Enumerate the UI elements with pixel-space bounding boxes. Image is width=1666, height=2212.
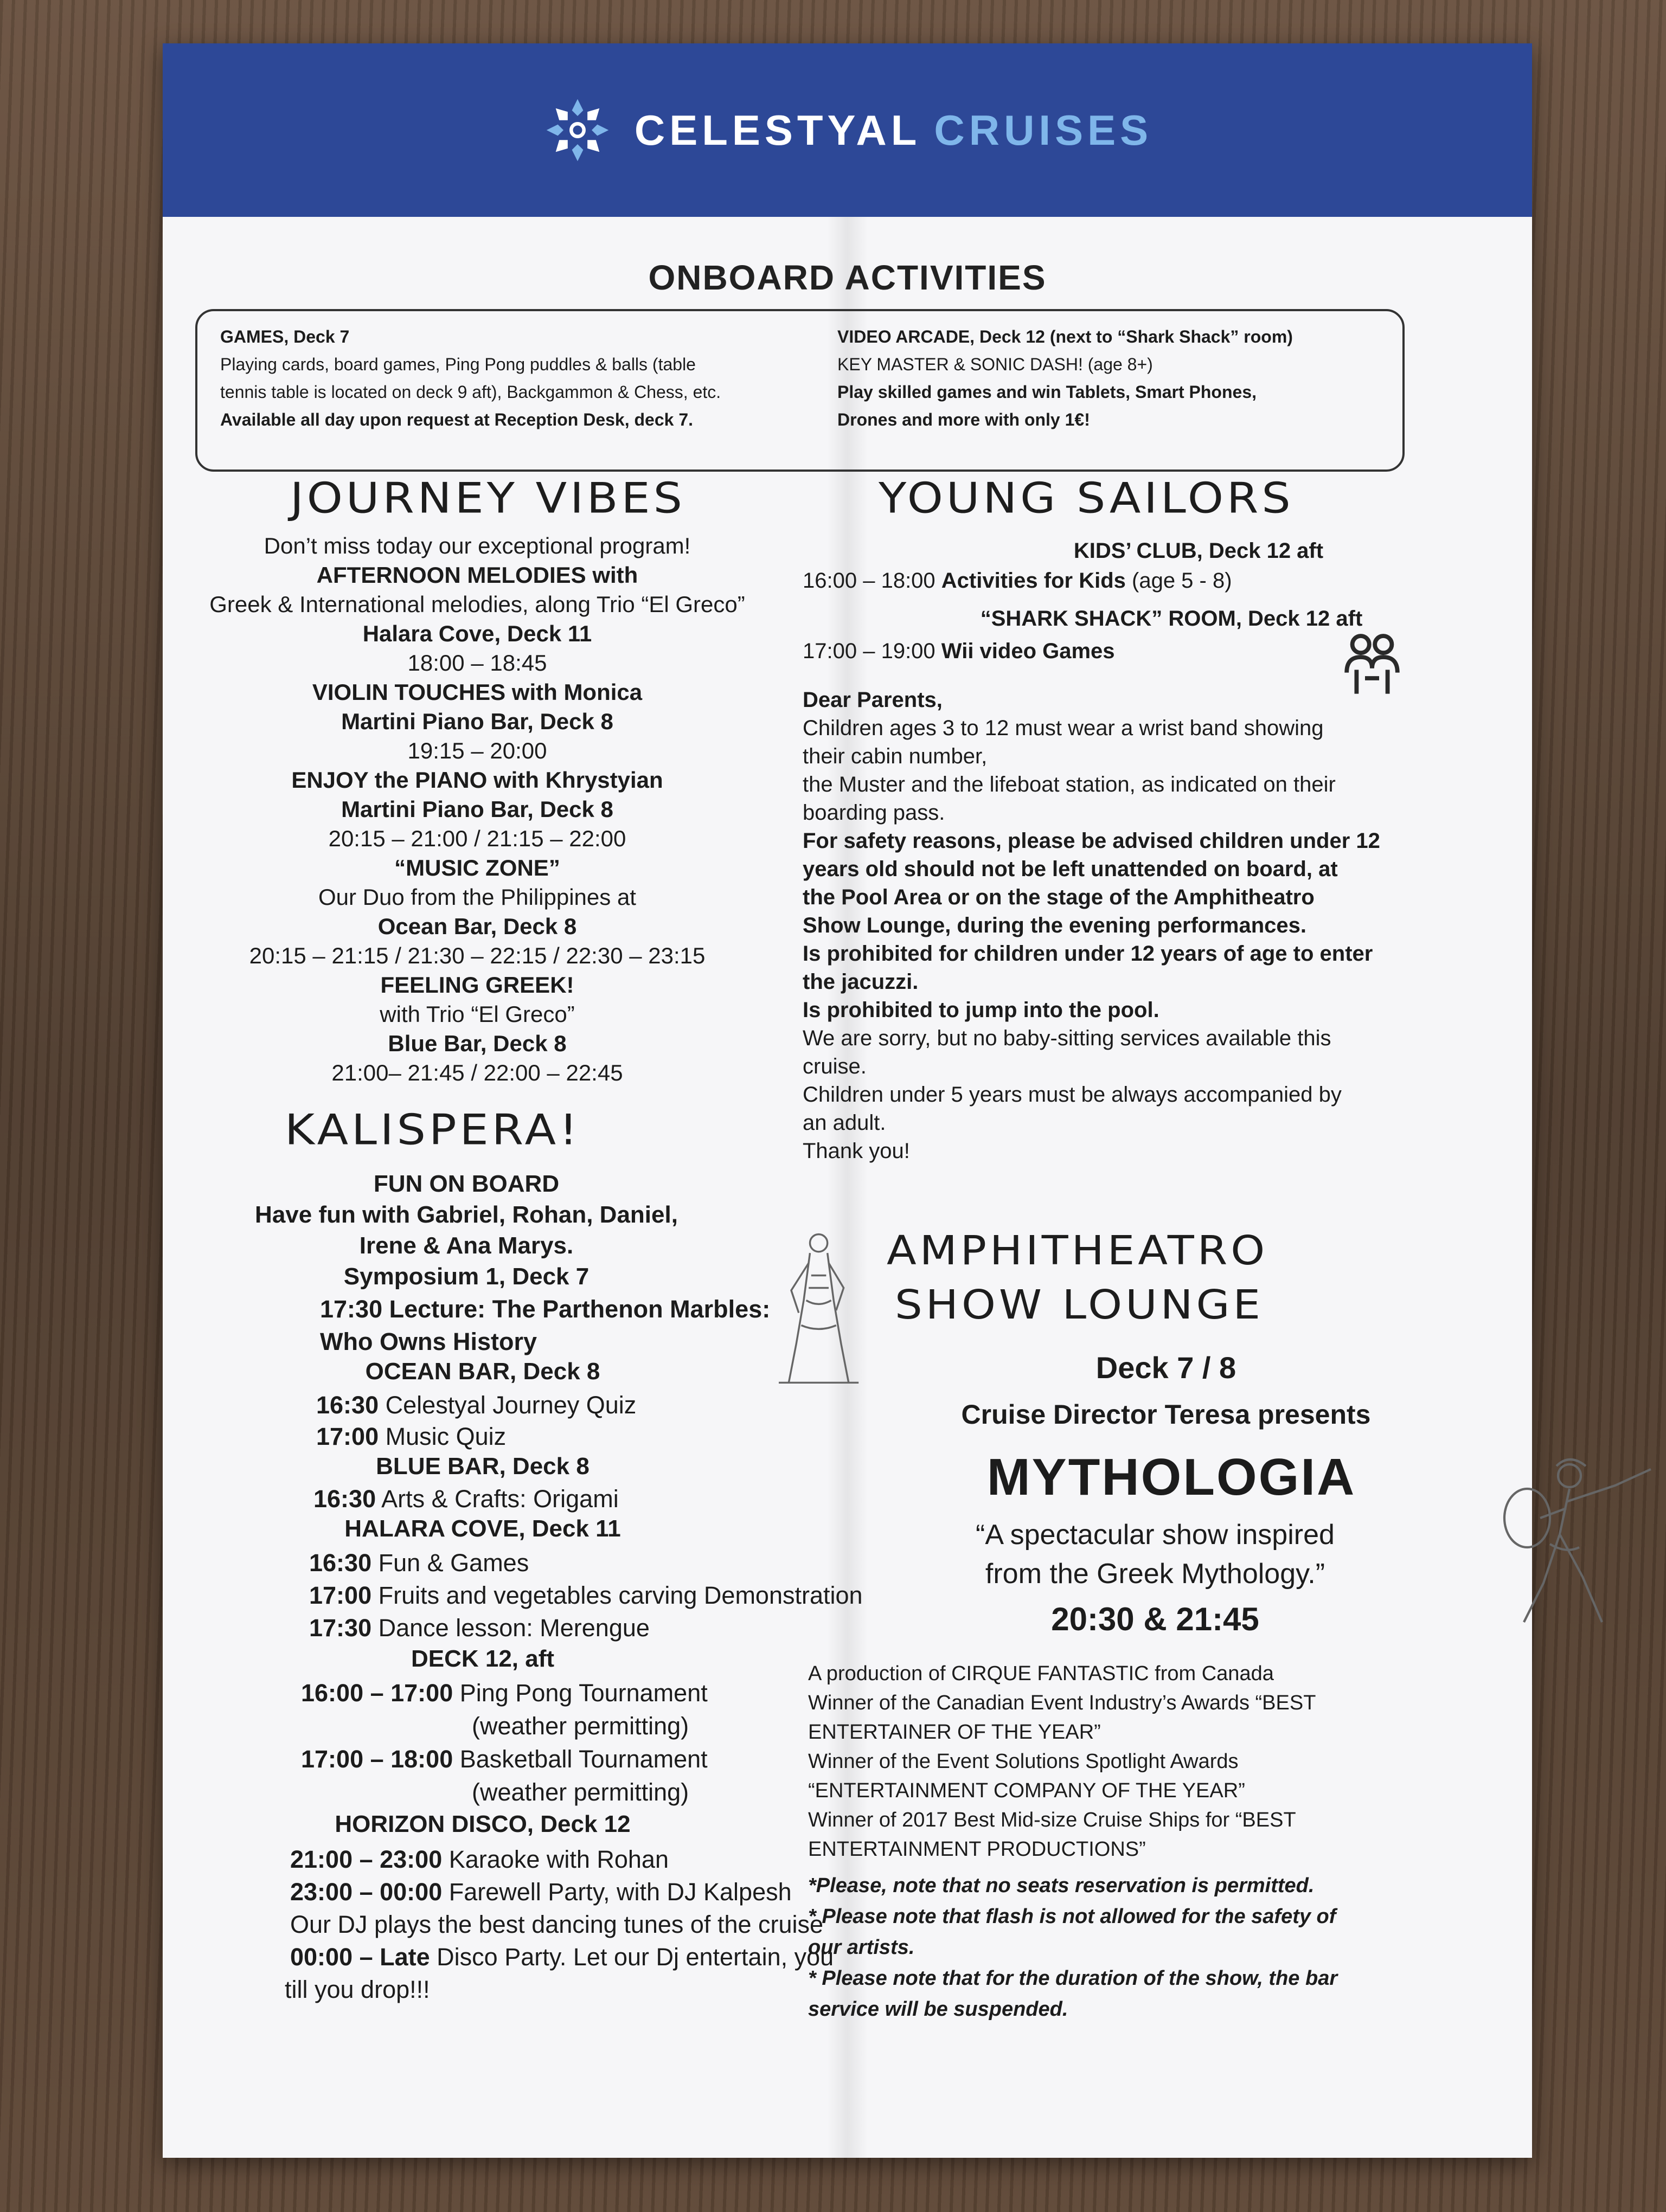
text-line: Is prohibited to jump into the pool. bbox=[803, 998, 1159, 1022]
lecture-line-1: 17:30 Lecture: The Parthenon Marbles: bbox=[320, 1295, 771, 1323]
text-line: “MUSIC ZONE” bbox=[394, 855, 560, 880]
schedule-text: Dance lesson: Merengue bbox=[378, 1614, 650, 1642]
text-line: FEELING GREEK! bbox=[380, 972, 574, 998]
schedule-text: Music Quiz bbox=[385, 1423, 507, 1450]
journey-vibes-heading: JOURNEY VIBES bbox=[290, 473, 685, 523]
schedule-item bbox=[309, 1579, 863, 1612]
statue-illustration bbox=[754, 1225, 879, 1388]
shark-time: 17:00 – 19:00 bbox=[803, 639, 935, 663]
shark-activity: Wii video Games bbox=[941, 639, 1115, 663]
parents-heading: Dear Parents, bbox=[803, 688, 943, 712]
kids-club-heading: KIDS’ CLUB, Deck 12 aft bbox=[1073, 539, 1324, 563]
journey-vibes-program bbox=[163, 531, 792, 1088]
schedule-text: Fruits and vegetables carving Demonstration bbox=[378, 1581, 863, 1609]
text-line: AFTERNOON MELODIES with bbox=[316, 562, 638, 588]
text-line: years old should not be left unattended on board, at bbox=[803, 857, 1338, 881]
tagline-line: “A spectacular show inspired bbox=[976, 1519, 1335, 1551]
schedule-text: Arts & Crafts: Origami bbox=[381, 1485, 619, 1513]
horizon-item bbox=[290, 1941, 834, 1973]
header-banner bbox=[163, 43, 1532, 217]
text-line: the Pool Area or on the stage of the Amphitheatro bbox=[803, 885, 1315, 909]
schedule-item bbox=[316, 1420, 506, 1453]
games-box bbox=[195, 309, 1405, 472]
horizon-disco-heading: HORIZON DISCO, Deck 12 bbox=[335, 1811, 631, 1837]
text-line: Martini Piano Bar, Deck 8 bbox=[341, 709, 613, 734]
horizon-note: Our DJ plays the best dancing tunes of the cruise bbox=[290, 1911, 824, 1938]
schedule-item bbox=[301, 1677, 708, 1709]
text-line: VIOLIN TOUCHES with Monica bbox=[312, 679, 643, 705]
text-line: tennis table is located on deck 9 aft), Backgammon & Chess, etc. bbox=[220, 382, 721, 402]
text-line: Don’t miss today our exceptional program! bbox=[264, 533, 691, 558]
text-line: Winner of the Event Solutions Spotlight Awards bbox=[808, 1750, 1239, 1773]
kids-icon bbox=[1337, 629, 1407, 699]
text-line: boarding pass. bbox=[803, 801, 945, 825]
text-line: Drones and more with only 1€! bbox=[837, 410, 1090, 429]
text-line: the jacuzzi. bbox=[803, 970, 919, 994]
text-line: * Please note that for the duration of the show, the bar bbox=[808, 1967, 1338, 1990]
brand-word-2: CRUISES bbox=[934, 106, 1153, 154]
show-deck: Deck 7 / 8 bbox=[1095, 1351, 1236, 1385]
text-line: Children under 5 years must be always accompanied by bbox=[803, 1083, 1342, 1107]
brand-name bbox=[635, 106, 1152, 155]
schedule-time: 17:00 bbox=[309, 1581, 372, 1609]
text-line: Winner of 2017 Best Mid-size Cruise Ships for “BEST bbox=[808, 1809, 1296, 1831]
ocean-bar-heading: OCEAN BAR, Deck 8 bbox=[365, 1358, 600, 1385]
text-line: * Please note that flash is not allowed for the safety of bbox=[808, 1905, 1336, 1928]
text-line: cruise. bbox=[803, 1054, 867, 1078]
text-line: Symposium 1, Deck 7 bbox=[343, 1263, 589, 1290]
text-line: KEY MASTER & SONIC DASH! (age 8+) bbox=[837, 355, 1153, 374]
text-line: their cabin number, bbox=[803, 744, 988, 768]
schedule-time: 16:30 bbox=[316, 1391, 379, 1419]
show-lounge-heading: SHOW LOUNGE bbox=[895, 1281, 1264, 1328]
horizon-item bbox=[290, 1843, 669, 1876]
schedule-item bbox=[316, 1389, 636, 1422]
schedule-note: (weather permitting) bbox=[472, 1712, 689, 1740]
horizon-time: 00:00 – Late bbox=[290, 1943, 430, 1971]
horizon-time: 21:00 – 23:00 bbox=[290, 1846, 443, 1873]
schedule-time: 16:30 bbox=[313, 1485, 376, 1513]
kids-age: (age 5 - 8) bbox=[1132, 569, 1232, 593]
schedule-time: 16:30 bbox=[309, 1549, 372, 1577]
text-line: an adult. bbox=[803, 1111, 886, 1135]
text-line: the Muster and the lifeboat station, as indicated on their bbox=[803, 773, 1336, 796]
text-line: service will be suspended. bbox=[808, 1998, 1068, 2021]
shark-shack-heading: “SHARK SHACK” ROOM, Deck 12 aft bbox=[980, 607, 1363, 631]
schedule-time: 17:30 bbox=[309, 1614, 372, 1642]
activities-flyer bbox=[163, 43, 1532, 2158]
text-line: A production of CIRQUE FANTASTIC from Canada bbox=[808, 1662, 1274, 1685]
shark-shack-item bbox=[803, 637, 1115, 665]
show-presenter: Cruise Director Teresa presents bbox=[961, 1399, 1371, 1430]
parents-notice bbox=[803, 714, 1600, 1165]
deck12-heading: DECK 12, aft bbox=[411, 1645, 555, 1672]
text-line: Our Duo from the Philippines at bbox=[318, 884, 636, 910]
show-credits bbox=[808, 1659, 1316, 1864]
horizon-text: Disco Party. Let our Dj entertain, you bbox=[437, 1943, 834, 1971]
text-line: *Please, note that no seats reservation is permitted. bbox=[808, 1874, 1315, 1897]
schedule-time: 17:00 bbox=[316, 1423, 379, 1450]
text-line: VIDEO ARCADE, Deck 12 (next to “Shark Shack” room) bbox=[837, 327, 1293, 346]
text-line: our artists. bbox=[808, 1936, 915, 1959]
text-line: ENTERTAINER OF THE YEAR” bbox=[808, 1721, 1101, 1744]
schedule-text: Celestyal Journey Quiz bbox=[385, 1391, 637, 1419]
kids-club-item bbox=[803, 567, 1232, 595]
brand-word-1: CELESTYAL bbox=[634, 106, 921, 154]
text-line: 20:15 – 21:00 / 21:15 – 22:00 bbox=[328, 826, 626, 851]
kids-activity: Activities for Kids bbox=[941, 569, 1126, 593]
tagline-line: from the Greek Mythology.” bbox=[985, 1558, 1325, 1590]
horizon-note: till you drop!!! bbox=[285, 1976, 430, 2003]
text-line: Play skilled games and win Tablets, Smart Phones, bbox=[837, 382, 1257, 402]
show-notes bbox=[808, 1870, 1337, 2025]
schedule-item bbox=[309, 1612, 650, 1644]
schedule-text: Ping Pong Tournament bbox=[459, 1679, 708, 1707]
text-line: Martini Piano Bar, Deck 8 bbox=[341, 796, 613, 822]
fun-on-board-intro bbox=[163, 1168, 770, 1292]
text-line: Halara Cove, Deck 11 bbox=[362, 621, 592, 646]
text-line: For safety reasons, please be advised children under 12 bbox=[803, 829, 1380, 853]
text-line: GAMES, Deck 7 bbox=[220, 327, 350, 346]
kalispera-heading: KALISPERA! bbox=[285, 1105, 581, 1155]
horizon-item bbox=[290, 1876, 792, 1908]
halara-cove-heading: HALARA COVE, Deck 11 bbox=[344, 1515, 621, 1542]
schedule-item bbox=[301, 1743, 708, 1776]
text-line: with Trio “El Greco” bbox=[380, 1001, 575, 1027]
horizon-time: 23:00 – 00:00 bbox=[290, 1878, 443, 1906]
show-times: 20:30 & 21:45 bbox=[1051, 1601, 1259, 1637]
blue-bar-heading: BLUE BAR, Deck 8 bbox=[376, 1453, 589, 1480]
text-line: FUN ON BOARD bbox=[373, 1171, 560, 1197]
schedule-text: Basketball Tournament bbox=[459, 1745, 708, 1773]
text-line: Irene & Ana Marys. bbox=[359, 1232, 574, 1259]
show-tagline bbox=[884, 1515, 1426, 1593]
text-line: 18:00 – 18:45 bbox=[407, 650, 547, 676]
text-line: ENTERTAINMENT PRODUCTIONS” bbox=[808, 1838, 1146, 1861]
text-line: Blue Bar, Deck 8 bbox=[388, 1031, 567, 1056]
text-line: Winner of the Canadian Event Industry’s Awards “BEST bbox=[808, 1692, 1316, 1714]
text-line: “ENTERTAINMENT COMPANY OF THE YEAR” bbox=[808, 1779, 1245, 1802]
horizon-text: Farewell Party, with DJ Kalpesh bbox=[448, 1878, 792, 1906]
video-arcade-info bbox=[837, 323, 1391, 434]
text-line: Have fun with Gabriel, Rohan, Daniel, bbox=[255, 1201, 678, 1228]
schedule-time: 16:00 – 17:00 bbox=[301, 1679, 453, 1707]
schedule-time: 17:00 – 18:00 bbox=[301, 1745, 453, 1773]
show-title: MYTHOLOGIA bbox=[986, 1448, 1356, 1506]
text-line: We are sorry, but no baby-sitting services available this bbox=[803, 1026, 1331, 1050]
horizon-text: Karaoke with Rohan bbox=[448, 1846, 669, 1873]
lecture-line-2: Who Owns History bbox=[320, 1328, 537, 1355]
text-line: 21:00– 21:45 / 22:00 – 22:45 bbox=[331, 1060, 623, 1085]
text-line: Playing cards, board games, Ping Pong puddles & balls (table bbox=[220, 355, 696, 374]
amphitheatro-heading: AMPHITHEATRO bbox=[887, 1227, 1268, 1274]
schedule-note: (weather permitting) bbox=[472, 1778, 689, 1806]
kids-time: 16:00 – 18:00 bbox=[803, 569, 935, 593]
page-title: ONBOARD ACTIVITIES bbox=[648, 258, 1047, 297]
spiral-logo-icon bbox=[542, 95, 613, 165]
schedule-item bbox=[313, 1483, 619, 1515]
text-line: 19:15 – 20:00 bbox=[407, 738, 547, 763]
text-line: ENJOY the PIANO with Khrystyian bbox=[291, 767, 663, 793]
warrior-illustration bbox=[1459, 1453, 1654, 1632]
text-line: Children ages 3 to 12 must wear a wrist band showing bbox=[803, 716, 1324, 740]
text-line: Thank you! bbox=[803, 1139, 910, 1163]
text-line: Is prohibited for children under 12 years of age to enter bbox=[803, 942, 1373, 966]
text-line: Greek & International melodies, along Trio “El Greco” bbox=[209, 591, 745, 617]
text-line: 20:15 – 21:15 / 21:30 – 22:15 / 22:30 – 23:15 bbox=[249, 943, 706, 968]
text-line: Available all day upon request at Reception Desk, deck 7. bbox=[220, 410, 693, 429]
schedule-text: Fun & Games bbox=[378, 1549, 529, 1577]
text-line: Show Lounge, during the evening performances. bbox=[803, 914, 1306, 937]
text-line: Ocean Bar, Deck 8 bbox=[377, 914, 577, 939]
schedule-item bbox=[309, 1547, 529, 1579]
games-info bbox=[220, 323, 795, 434]
young-sailors-heading: YOUNG SAILORS bbox=[879, 473, 1294, 523]
